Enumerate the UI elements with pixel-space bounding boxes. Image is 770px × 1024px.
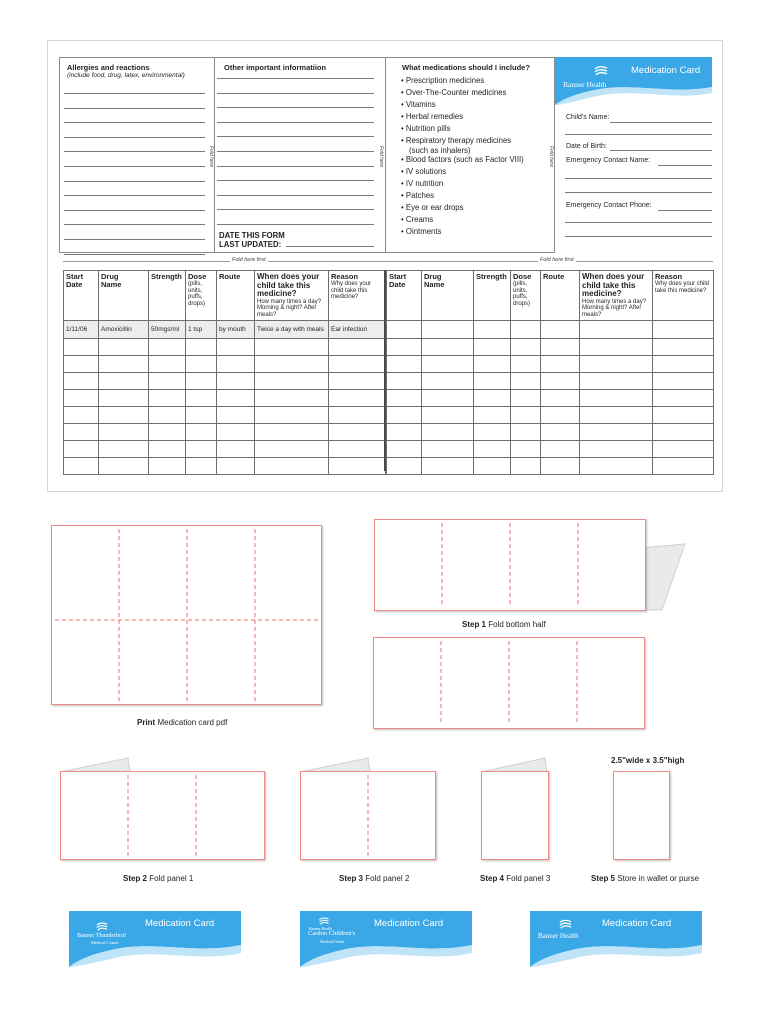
table-cell-drug[interactable] (422, 373, 474, 390)
header-dose (511, 271, 541, 321)
medication-type-item: • IV nutrition (401, 179, 444, 188)
medication-type-item: (such as inhalers) (409, 145, 471, 155)
table-cell-dose[interactable] (186, 407, 217, 424)
table-row (64, 373, 386, 390)
table-cell-date[interactable] (387, 458, 422, 475)
table-cell-when[interactable] (580, 356, 653, 373)
table-cell-drug[interactable] (99, 458, 149, 475)
childs-name-field[interactable] (610, 122, 712, 123)
print-caption-bold: Print (137, 718, 156, 727)
table-cell-date[interactable] (387, 321, 422, 339)
step2-diagram-folds (60, 771, 265, 860)
table-cell-drug[interactable] (422, 390, 474, 407)
header-drug-name (99, 271, 149, 321)
header-start-date (387, 271, 422, 321)
card3-brand-line1: Banner Health (538, 932, 579, 940)
write-line[interactable] (64, 239, 205, 240)
table-cell-strength[interactable] (474, 356, 511, 373)
header-text: (pills, units, puffs, drops) (188, 281, 206, 307)
table-cell-dose[interactable] (186, 424, 217, 441)
header-route (541, 271, 580, 321)
emergency-phone-field[interactable] (658, 210, 712, 211)
step1-caption-text: Fold bottom half (488, 620, 546, 629)
dob-field[interactable] (610, 150, 712, 151)
table-cell-dose[interactable] (186, 373, 217, 390)
table-cell-date[interactable] (387, 441, 422, 458)
emergency-name-field-2[interactable] (565, 178, 712, 179)
header-text: Drug (424, 272, 442, 281)
write-line[interactable] (217, 209, 374, 210)
table-row (64, 441, 386, 458)
step5-caption-text: Store in wallet or purse (617, 874, 700, 883)
step3-caption-text: Fold panel 2 (365, 874, 410, 883)
table-cell-route[interactable] (217, 441, 255, 458)
card2-brand-line3: Medical Center (320, 939, 345, 944)
table-cell-reason[interactable] (653, 356, 714, 373)
fold-first-label-right: Fold here first (540, 257, 574, 263)
table-cell-dose[interactable] (511, 373, 541, 390)
banner-sun-icon (95, 920, 109, 932)
table-cell-when[interactable] (580, 339, 653, 356)
table-cell-dose[interactable] (186, 458, 217, 475)
table-cell-drug[interactable] (422, 356, 474, 373)
table-cell-route[interactable] (541, 356, 580, 373)
step3-caption-bold: Step 3 (339, 874, 364, 883)
table-cell-reason[interactable] (329, 458, 386, 475)
table-cell-drug[interactable] (422, 441, 474, 458)
write-line[interactable] (64, 137, 205, 138)
table-cell-date[interactable] (64, 441, 99, 458)
emergency-phone-field-3[interactable] (565, 236, 712, 237)
table-cell-strength[interactable] (474, 407, 511, 424)
table-cell-when[interactable] (580, 424, 653, 441)
childs-name-label: Child's Name: (566, 114, 610, 121)
medication-type-item: • Prescription medicines (401, 76, 485, 85)
header-strength (474, 271, 511, 321)
table-row (387, 407, 714, 424)
table-cell-reason[interactable] (329, 356, 386, 373)
print-caption (137, 718, 227, 727)
table-cell-strength[interactable] (474, 339, 511, 356)
table-cell-reason[interactable] (653, 458, 714, 475)
table-cell-route[interactable] (541, 390, 580, 407)
fold-label-3: Fold here (548, 146, 554, 168)
table-row (387, 339, 714, 356)
step5-caption-bold: Step 5 (591, 874, 616, 883)
table-cell-when[interactable] (580, 441, 653, 458)
table-cell-route[interactable] (217, 339, 255, 356)
write-line[interactable] (64, 254, 205, 255)
step4-caption-bold: Step 4 (480, 874, 505, 883)
table-cell-strength[interactable] (149, 356, 186, 373)
table-cell-date[interactable] (387, 356, 422, 373)
table-cell-route[interactable] (217, 407, 255, 424)
write-line[interactable] (64, 93, 205, 94)
table-cell-when[interactable] (255, 458, 329, 475)
table-cell-when[interactable] (255, 424, 329, 441)
table-cell-strength[interactable] (149, 424, 186, 441)
write-line[interactable] (217, 93, 374, 94)
medication-type-item: • Respiratory therapy medicines (401, 136, 512, 145)
header-text: Route (543, 272, 565, 281)
table-cell-route[interactable] (217, 356, 255, 373)
table-cell-strength[interactable] (474, 390, 511, 407)
header-start-date (64, 271, 99, 321)
write-line[interactable] (217, 122, 374, 123)
table-cell-strength[interactable] (474, 441, 511, 458)
header-text: Dose (513, 272, 532, 281)
table-cell-date[interactable] (387, 424, 422, 441)
emergency-name-label: Emergency Contact Name: (566, 157, 651, 164)
write-line[interactable] (64, 224, 205, 225)
table-cell-dose[interactable] (186, 390, 217, 407)
table-cell-reason[interactable] (653, 390, 714, 407)
table-cell-drug[interactable] (99, 390, 149, 407)
header-text: Name (424, 280, 445, 289)
table-cell-reason[interactable] (653, 321, 714, 339)
write-line[interactable] (217, 224, 374, 225)
header-text: (pills, units, puffs, drops) (513, 281, 531, 307)
table-cell-date[interactable] (387, 390, 422, 407)
table-row (64, 424, 386, 441)
table-cell-drug[interactable] (422, 321, 474, 339)
medication-type-item: • Over-The-Counter medicines (401, 88, 507, 97)
table-cell-route[interactable]: by mouth (217, 321, 255, 339)
table-cell-drug[interactable] (99, 373, 149, 390)
header-text: Reason (331, 272, 359, 281)
header-dose (186, 271, 217, 321)
header-text: Why does your child take this medicine? (655, 281, 710, 294)
table-cell-when[interactable] (580, 373, 653, 390)
card1-brand-line2: Medical Center (91, 940, 119, 945)
header-text: Why does your child take this medicine? (331, 281, 372, 300)
step1-caption-bold: Step 1 (462, 620, 487, 629)
table-cell-route[interactable] (541, 441, 580, 458)
panel-divider-2 (385, 57, 386, 253)
medication-type-item: • Ointments (401, 227, 442, 236)
medication-type-item: • Nutrition pills (401, 124, 451, 133)
table-cell-dose[interactable] (511, 390, 541, 407)
table-cell-strength[interactable] (149, 458, 186, 475)
table-cell-date[interactable] (64, 424, 99, 441)
table-cell-dose[interactable] (186, 339, 217, 356)
banner-sun-icon (593, 63, 609, 77)
allergies-subtitle: (include food, drug, latex, environmental) (67, 72, 185, 79)
step2-caption (123, 874, 193, 883)
table-cell-date[interactable] (64, 356, 99, 373)
table-cell-route[interactable] (217, 424, 255, 441)
table-row (387, 390, 714, 407)
table-cell-reason[interactable] (653, 373, 714, 390)
print-diagram-folds (51, 525, 322, 705)
dob-label: Date of Birth: (566, 143, 607, 150)
fold-label-2: Fold here (378, 146, 384, 168)
table-row (64, 390, 386, 407)
table-cell-dose[interactable] (186, 441, 217, 458)
header-text: Name (101, 280, 122, 289)
card-brand-name: Banner Health (563, 80, 607, 89)
header-text: How many times a day? Morning & night? After meals? (582, 298, 647, 318)
step1-caption (462, 620, 546, 629)
table-row (64, 356, 386, 373)
header-text: Date (66, 280, 83, 289)
table-cell-drug[interactable] (422, 458, 474, 475)
medication-table-right (386, 270, 714, 475)
table-cell-route[interactable] (541, 339, 580, 356)
medication-type-item: • Herbal remedies (401, 112, 464, 121)
table-row (64, 458, 386, 475)
card1-brand-line1: Banner Thunderbird (77, 933, 126, 939)
table-cell-reason[interactable] (329, 424, 386, 441)
header-when (580, 271, 653, 321)
step3-diagram-folds (300, 771, 436, 860)
table-cell-when[interactable] (255, 339, 329, 356)
table-cell-when[interactable] (580, 321, 653, 339)
table-row (387, 321, 714, 339)
header-text: Strength (476, 272, 507, 281)
step1-result-folds (373, 637, 645, 729)
table-cell-date[interactable] (387, 373, 422, 390)
header-reason (653, 271, 714, 321)
table-cell-reason[interactable] (653, 441, 714, 458)
banner-sun-icon (318, 915, 330, 926)
step2-caption-bold: Step 2 (123, 874, 148, 883)
table-cell-date[interactable] (64, 407, 99, 424)
table-cell-drug[interactable] (422, 339, 474, 356)
allergies-title: Allergies and reactions (67, 63, 150, 72)
table-row (64, 321, 386, 339)
write-line[interactable] (64, 181, 205, 182)
table-cell-route[interactable] (217, 373, 255, 390)
date-form-label (219, 231, 285, 249)
header-text: Start (66, 272, 84, 281)
table-cell-route[interactable] (541, 373, 580, 390)
table-cell-strength[interactable] (474, 321, 511, 339)
table-row (387, 458, 714, 475)
table-cell-strength[interactable] (149, 339, 186, 356)
step2-caption-text: Fold panel 1 (149, 874, 194, 883)
table-cell-when[interactable] (255, 373, 329, 390)
medication-table-left (63, 270, 386, 475)
header-strength (149, 271, 186, 321)
table-row (387, 441, 714, 458)
step1-diagram-folds (374, 519, 646, 611)
emergency-name-field-3[interactable] (565, 192, 712, 193)
other-info-title: Other important informatiion (224, 63, 327, 72)
write-line[interactable] (217, 107, 374, 108)
table-cell-date[interactable] (387, 339, 422, 356)
header-drug-name (422, 271, 474, 321)
date-form-line1: DATE THIS FORM (219, 231, 285, 240)
card-variant-cardon (300, 911, 472, 967)
card-variant-banner (530, 911, 702, 967)
table-cell-reason[interactable] (653, 407, 714, 424)
table-cell-reason[interactable] (329, 441, 386, 458)
table-cell-drug[interactable] (99, 339, 149, 356)
table-cell-dose[interactable] (186, 356, 217, 373)
fold-first-line (63, 261, 713, 262)
write-line[interactable] (64, 122, 205, 123)
header-text: When does your child take this medicine? (257, 272, 320, 298)
table-cell-when[interactable] (255, 356, 329, 373)
write-line[interactable] (217, 195, 374, 196)
emergency-phone-field-2[interactable] (565, 222, 712, 223)
table-cell-strength[interactable] (149, 390, 186, 407)
medication-type-item: • Blood factors (such as Factor VIII) (401, 155, 524, 164)
table-cell-date[interactable] (387, 407, 422, 424)
table-cell-route[interactable] (217, 458, 255, 475)
header-text: Start (389, 272, 407, 281)
banner-sun-icon (558, 917, 573, 930)
header-text: Reason (655, 272, 683, 281)
table-cell-dose[interactable] (511, 424, 541, 441)
write-line[interactable] (217, 78, 374, 79)
table-cell-date[interactable] (64, 373, 99, 390)
medication-type-item: • Creams (401, 215, 434, 224)
table-cell-reason[interactable] (329, 339, 386, 356)
table-row (387, 424, 714, 441)
table-cell-strength[interactable] (474, 458, 511, 475)
write-line[interactable] (64, 195, 205, 196)
table-row (64, 339, 386, 356)
table-cell-drug[interactable]: Amoxicillin (99, 321, 149, 339)
medication-type-item: • Eye or ear drops (401, 203, 464, 212)
table-row (64, 407, 386, 424)
step4-caption (480, 874, 550, 883)
table-cell-strength[interactable] (149, 407, 186, 424)
date-form-line2: LAST UPDATED: (219, 240, 282, 249)
table-cell-drug[interactable] (99, 407, 149, 424)
table-cell-route[interactable] (217, 390, 255, 407)
table-cell-dose[interactable] (511, 441, 541, 458)
write-line[interactable] (64, 166, 205, 167)
table-cell-when[interactable] (255, 441, 329, 458)
table-cell-dose[interactable] (511, 458, 541, 475)
table-cell-drug[interactable] (422, 407, 474, 424)
table-cell-dose[interactable] (511, 356, 541, 373)
medication-type-item: • IV solutions (401, 167, 447, 176)
write-line[interactable] (64, 151, 205, 152)
card1-title: Medication Card (145, 918, 215, 929)
header-text: Date (389, 280, 406, 289)
medication-type-item: • Patches (401, 191, 435, 200)
card2-title: Medication Card (374, 918, 444, 929)
step4-caption-text: Fold panel 3 (506, 874, 551, 883)
table-cell-reason[interactable]: Ear infection (329, 321, 386, 339)
table-cell-date[interactable]: 1/11/06 (64, 321, 99, 339)
emergency-name-field[interactable] (658, 165, 712, 166)
table-row (387, 356, 714, 373)
table-cell-strength[interactable] (474, 424, 511, 441)
fold-first-label-left: Fold here first (232, 257, 266, 263)
medications-title: What medications should I include? (402, 63, 530, 72)
size-label: 2.5"wide x 3.5"high (611, 756, 685, 765)
write-line[interactable] (217, 151, 374, 152)
emergency-phone-label: Emergency Contact Phone: (566, 202, 652, 209)
table-header-row (64, 271, 386, 321)
step4-diagram (481, 771, 549, 860)
table-cell-when[interactable] (580, 407, 653, 424)
table-cell-reason[interactable] (329, 373, 386, 390)
header-text: Strength (151, 272, 182, 281)
table-cell-date[interactable] (64, 458, 99, 475)
table-cell-when[interactable] (580, 390, 653, 407)
table-cell-strength[interactable] (474, 373, 511, 390)
table-cell-when[interactable] (255, 390, 329, 407)
table-cell-strength[interactable] (149, 441, 186, 458)
table-cell-dose[interactable] (511, 407, 541, 424)
header-reason (329, 271, 386, 321)
card2-brand-line1: Banner Health (309, 926, 333, 931)
fold-label-1: Fold here (208, 146, 214, 168)
card-title: Medication Card (631, 65, 701, 76)
table-cell-drug[interactable] (99, 424, 149, 441)
card-variant-thunderbird (69, 911, 241, 967)
header-text: How many times a day? Morning & night? After meals? (257, 298, 322, 318)
table-cell-drug[interactable] (422, 424, 474, 441)
table-cell-strength[interactable] (149, 373, 186, 390)
table-cell-dose[interactable]: 1 tsp (186, 321, 217, 339)
step3-caption (339, 874, 409, 883)
childs-name-field-2[interactable] (565, 134, 712, 135)
card-header-logo (555, 57, 712, 105)
header-text: When does your child take this medicine? (582, 272, 645, 298)
table-cell-drug[interactable] (99, 441, 149, 458)
write-line[interactable] (217, 166, 374, 167)
panel-divider-1 (214, 57, 215, 253)
write-line[interactable] (217, 180, 374, 181)
table-header-row (387, 271, 714, 321)
write-line[interactable] (64, 108, 205, 109)
table-cell-when[interactable] (580, 458, 653, 475)
header-route (217, 271, 255, 321)
step5-diagram (613, 771, 670, 860)
table-cell-date[interactable] (64, 390, 99, 407)
write-line[interactable] (217, 136, 374, 137)
table-cell-route[interactable] (541, 458, 580, 475)
table-cell-route[interactable] (541, 424, 580, 441)
table-cell-route[interactable] (541, 407, 580, 424)
date-form-field[interactable] (286, 246, 374, 247)
table-cell-reason[interactable] (653, 424, 714, 441)
medication-type-item: • Vitamins (401, 100, 436, 109)
card3-title: Medication Card (602, 918, 672, 929)
header-text: Route (219, 272, 241, 281)
table-row (387, 373, 714, 390)
table-cell-route[interactable] (541, 321, 580, 339)
table-cell-reason[interactable] (329, 390, 386, 407)
table-cell-reason[interactable] (329, 407, 386, 424)
header-text: Dose (188, 272, 207, 281)
header-when (255, 271, 329, 321)
table-cell-dose[interactable] (511, 339, 541, 356)
table-cell-date[interactable] (64, 339, 99, 356)
step1-fold-flap (640, 540, 692, 614)
print-caption-text: Medication card pdf (157, 718, 228, 727)
table-cell-dose[interactable] (511, 321, 541, 339)
write-line[interactable] (64, 210, 205, 211)
table-cell-strength[interactable]: 50mgs/ml (149, 321, 186, 339)
table-cell-drug[interactable] (99, 356, 149, 373)
table-cell-when[interactable] (255, 407, 329, 424)
step5-caption (591, 874, 699, 883)
header-text: Drug (101, 272, 119, 281)
table-cell-reason[interactable] (653, 339, 714, 356)
table-cell-when[interactable]: Twice a day with meals (255, 321, 329, 339)
card2-brand-line2: Cardon Children's (308, 930, 356, 937)
